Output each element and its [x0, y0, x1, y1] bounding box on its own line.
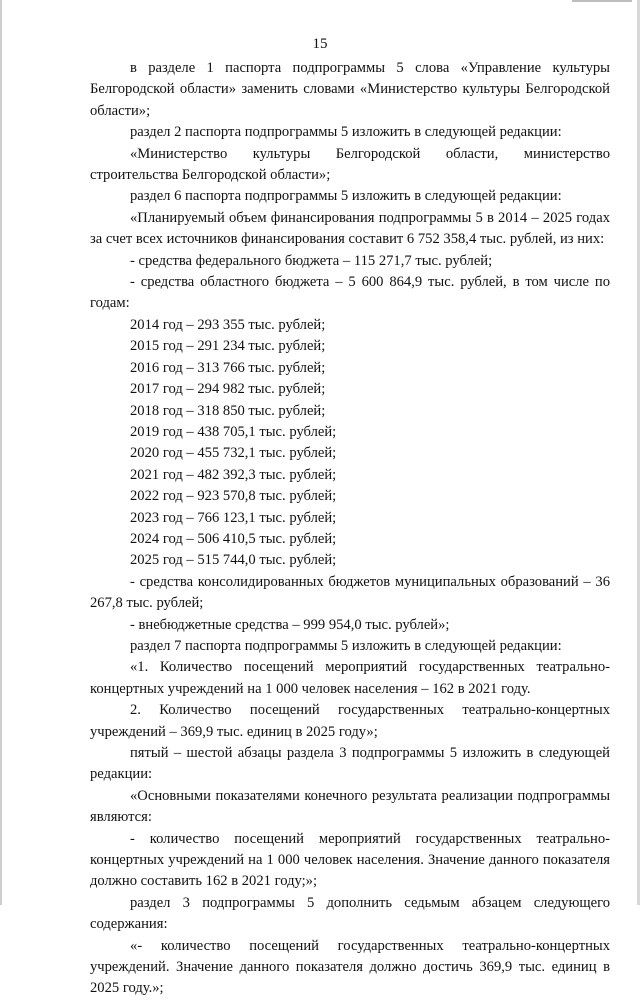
year-line-2015: 2015 год – 291 234 тыс. рублей;	[130, 338, 326, 355]
paragraph-financing-total: «Планируемый объем финансирования подпрограммы 5 в 2014 – 2025 годах за счет всех источников финансирования составит 6 752 358,4 тыс. рублей, из них:	[90, 209, 610, 248]
document-body	[90, 58, 610, 1000]
paragraph-section7-intro: раздел 7 паспорта подпрограммы 5 изложить в следующей редакции:	[130, 637, 562, 654]
paragraph-section2-intro: раздел 2 паспорта подпрограммы 5 изложить в следующей редакции:	[130, 124, 562, 141]
paragraph-indicator-1: «1. Количество посещений мероприятий государственных театрально-концертных учреждений на 1 000 человек населения – 162 в 2021 году.	[90, 659, 610, 697]
year-line-2019: 2019 год – 438 705,1 тыс. рублей;	[130, 423, 337, 440]
paragraph-extrabudgetary: - внебюджетные средства – 999 954,0 тыс. рублей»;	[130, 616, 450, 633]
page-number: 15	[312, 36, 328, 52]
paragraph-visits-total: «- количество посещений государственных театрально-концертных учреждений. Значение данного показателя должно достичь 369,9 тыс. единиц в 2025 году.»;	[90, 937, 610, 997]
scan-edge-left	[0, 0, 2, 905]
year-line-2021: 2021 год – 482 392,3 тыс. рублей;	[130, 466, 337, 483]
year-line-2022: 2022 год – 923 570,8 тыс. рублей;	[130, 488, 337, 505]
year-line-2025: 2025 год – 515 744,0 тыс. рублей;	[130, 552, 337, 569]
year-line-2020: 2020 год – 455 732,1 тыс. рублей;	[130, 445, 337, 462]
paragraph-regional-budget: - средства областного бюджета – 5 600 864,9 тыс. рублей, в том числе по годам:	[90, 274, 610, 312]
paragraph-visits-per-1000: - количество посещений мероприятий государственных театрально-концертных учреждений на 1 000 человек населения. Значение данного показателя должно составить 162 в 2021 году;»;	[90, 830, 610, 890]
year-line-2014: 2014 год – 293 355 тыс. рублей;	[130, 316, 326, 333]
paragraph-municipal-budgets: - средства консолидированных бюджетов муниципальных образований – 36 267,8 тыс. рублей;	[90, 573, 610, 612]
year-line-2016: 2016 год – 313 766 тыс. рублей;	[130, 359, 326, 376]
paragraph-section1-rename: в разделе 1 паспорта подпрограммы 5 слова «Управление культуры Белгородской области» заменить словами «Министерство культуры Белгородской области»;	[90, 60, 610, 119]
scan-mark	[572, 0, 632, 2]
year-line-2018: 2018 год – 318 850 тыс. рублей;	[130, 402, 326, 419]
paragraph-federal-budget: - средства федерального бюджета – 115 271,7 тыс. рублей;	[130, 252, 493, 269]
paragraph-section6-intro: раздел 6 паспорта подпрограммы 5 изложить в следующей редакции:	[130, 188, 562, 205]
paragraph-main-indicators: «Основными показателями конечного результата реализации подпрограммы являются:	[90, 787, 610, 826]
year-line-2024: 2024 год – 506 410,5 тыс. рублей;	[130, 530, 337, 547]
paragraph-indicator-2: 2. Количество посещений государственных театрально-концертных учреждений – 369,9 тыс. единиц в 2025 году»;	[90, 702, 610, 740]
year-line-2023: 2023 год – 766 123,1 тыс. рублей;	[130, 509, 337, 526]
paragraph-section3-addition: раздел 3 подпрограммы 5 дополнить седьмым абзацем следующего содержания:	[90, 894, 610, 933]
paragraph-section2-text: «Министерство культуры Белгородской области, министерство строительства Белгородской области»;	[90, 145, 610, 184]
paragraph-section3-intro: пятый – шестой абзацы раздела 3 подпрограммы 5 изложить в следующей редакции:	[90, 745, 610, 783]
year-line-2017: 2017 год – 294 982 тыс. рублей;	[130, 381, 326, 398]
